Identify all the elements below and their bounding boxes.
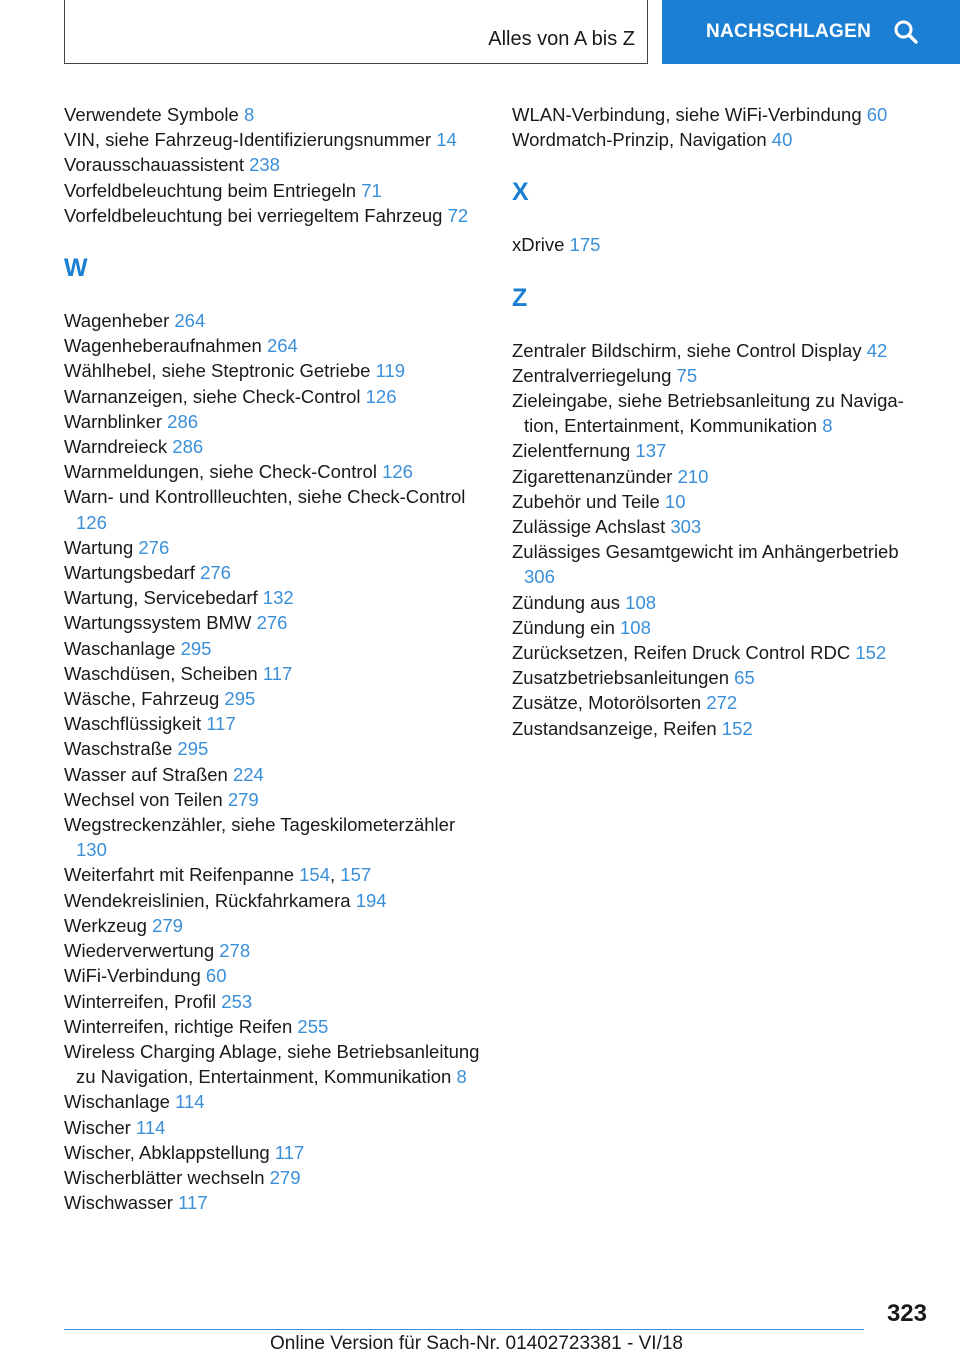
index-entry-term: Zigarettenanzünder — [512, 465, 673, 487]
index-entry — [64, 913, 484, 938]
index-entry-term: Vorfeldbeleuchtung beim Entriegeln — [64, 179, 357, 201]
page-link[interactable]: 238 — [249, 154, 280, 176]
index-entry — [64, 434, 484, 459]
index-entry-term: Winterreifen, Profil — [64, 990, 217, 1012]
page-link[interactable]: 117 — [178, 1192, 208, 1214]
page-link[interactable]: 65 — [734, 667, 755, 689]
index-entry-term: Warnanzeigen, siehe Check-Control — [64, 385, 361, 407]
index-entry-term: Wischer — [64, 1116, 131, 1138]
index-entry — [64, 333, 484, 358]
page-link[interactable]: 152 — [721, 717, 753, 739]
index-entry — [512, 716, 932, 741]
index-entry — [64, 963, 484, 988]
page-link[interactable]: 75 — [676, 364, 698, 386]
index-letter-heading: W — [64, 254, 88, 283]
index-entry — [64, 1165, 484, 1190]
index-entry-term: Warnblinker — [64, 410, 163, 432]
page-link[interactable]: 264 — [266, 335, 298, 357]
index-entry — [512, 590, 932, 615]
index-entry-term: Zulässige Achslast — [512, 516, 666, 538]
index-entry-term: VIN, siehe Fahrzeug-Identifizierungsnummer — [64, 129, 432, 151]
index-entry — [64, 661, 484, 686]
index-entry — [512, 514, 932, 539]
index-entry-term: Zulässiges Gesamtgewicht im Anhängerbetrieb — [512, 541, 899, 563]
index-entry-term: Zusätze, Motorölsorten — [512, 692, 702, 714]
index-entry — [64, 409, 484, 434]
page-link[interactable]: 286 — [172, 436, 204, 458]
index-entry-term: xDrive — [512, 234, 565, 256]
index-entry — [64, 711, 484, 736]
index-entry — [512, 539, 932, 589]
page-link[interactable]: 126 — [382, 461, 413, 483]
index-entry — [64, 535, 484, 560]
index-entry-term: Wählhebel, siehe Steptronic Getriebe — [64, 360, 371, 382]
page-link[interactable]: 224 — [232, 763, 264, 785]
page-link[interactable]: 253 — [221, 990, 253, 1012]
page-link[interactable]: 295 — [177, 738, 209, 760]
page-link[interactable]: 154 — [299, 864, 331, 886]
index-entry — [512, 102, 932, 127]
footer-version-text: Online Version für Sach-Nr. 01402723381 - VI/18 — [270, 1333, 683, 1354]
page-link[interactable]: 286 — [167, 410, 199, 432]
footer-divider — [64, 1329, 864, 1330]
index-entry — [64, 203, 484, 228]
page-link[interactable]: 108 — [625, 591, 657, 613]
index-entry — [512, 464, 932, 489]
index-entry — [64, 989, 484, 1014]
page-link[interactable]: 14 — [436, 129, 457, 151]
index-letter-heading: X — [512, 178, 529, 207]
index-entry — [64, 762, 484, 787]
nachschlagen-tab[interactable] — [662, 0, 960, 64]
page-link[interactable]: 306 — [524, 566, 555, 588]
index-entry-term: Wartung — [64, 536, 134, 558]
index-entry-term: Wischwasser — [64, 1192, 173, 1214]
index-entry: Weiterfahrt mit Reifenpanne 154, 157 — [64, 864, 372, 886]
page-link[interactable]: 152 — [855, 642, 887, 664]
page-link[interactable]: 10 — [664, 490, 686, 512]
page-link[interactable]: 279 — [227, 788, 259, 810]
index-entry — [512, 640, 932, 665]
index-entry — [64, 787, 484, 812]
index-entry — [64, 102, 484, 127]
index-entry-term: Wasser auf Straßen — [64, 763, 228, 785]
index-entry-term: Zündung aus — [512, 591, 621, 613]
index-entry-term: Zustandsanzeige, Reifen — [512, 717, 717, 739]
index-entry — [512, 438, 932, 463]
index-entry — [64, 1014, 484, 1039]
index-entry-term: Waschdüsen, Scheiben — [64, 662, 258, 684]
index-entry-term: Wartung, Servicebedarf — [64, 587, 258, 609]
page-link[interactable]: 117 — [262, 662, 293, 684]
index-entry — [64, 178, 484, 203]
index-entry — [512, 665, 932, 690]
page-link[interactable]: 264 — [174, 310, 206, 332]
index-entry-term: Warndreieck — [64, 436, 168, 458]
index-entry — [64, 585, 484, 610]
index-entry-term: Winterreifen, richtige Reifen — [64, 1015, 293, 1037]
index-entry — [64, 610, 484, 635]
index-entry — [64, 459, 484, 484]
page-link[interactable]: 117 — [206, 713, 236, 735]
page-link[interactable]: 130 — [76, 839, 107, 861]
page-link[interactable]: 119 — [375, 360, 406, 382]
page-link[interactable]: 72 — [447, 204, 469, 226]
index-entry — [64, 358, 484, 383]
page-link[interactable]: 42 — [866, 339, 888, 361]
index-entry-term: Warnmeldungen, siehe Check-Control — [64, 461, 377, 483]
page-link[interactable]: 126 — [76, 511, 107, 533]
index-entry-term: Wechsel von Teilen — [64, 788, 223, 810]
index-entry-term: Wartungsbedarf — [64, 562, 195, 584]
page-link[interactable]: 40 — [771, 129, 793, 151]
index-entry-term: Wireless Charging Ablage, siehe Betriebsanleitung zu Navigation, Entertainment, Kommunikation — [64, 1040, 480, 1088]
index-entry-term: Wegstreckenzähler, siehe Tageskilometerzähler — [64, 814, 456, 836]
index-entry-term: Zündung ein — [512, 616, 615, 638]
index-entry — [64, 636, 484, 661]
index-entry-term: Wischanlage — [64, 1091, 170, 1113]
index-entry-term: Wartungssystem BMW — [64, 612, 252, 634]
index-letter-heading: Z — [512, 283, 528, 312]
index-column-right — [512, 102, 932, 741]
page-link[interactable]: 255 — [297, 1015, 329, 1037]
index-entry-term: Wagenheber — [64, 310, 170, 332]
page-link[interactable]: 117 — [274, 1141, 305, 1163]
index-entry — [64, 1039, 484, 1089]
index-entry-term: Werkzeug — [64, 914, 147, 936]
index-entry-term: WLAN-Verbindung, siehe WiFi-Verbindung — [512, 104, 862, 125]
search-icon[interactable] — [893, 19, 919, 45]
index-entry-term: Zentraler Bildschirm, siehe Control Display — [512, 339, 862, 361]
page-link[interactable]: 276 — [200, 562, 231, 584]
page-link[interactable]: 276 — [138, 536, 170, 558]
index-entry — [64, 736, 484, 761]
index-entry-term: Wendekreislinien, Rückfahrkamera — [64, 889, 351, 911]
page-link[interactable]: 279 — [269, 1166, 301, 1188]
index-entry — [512, 388, 932, 438]
index-entry — [512, 127, 932, 152]
page-link[interactable]: 295 — [224, 688, 256, 710]
index-entry — [64, 938, 484, 963]
page-link[interactable]: 8 — [822, 415, 833, 437]
index-entry — [64, 127, 484, 152]
index-entry-term: Vorfeldbeleuchtung bei verriegeltem Fahrzeug — [64, 204, 443, 226]
index-entry — [64, 686, 484, 711]
index-entry — [64, 1190, 484, 1215]
header-title-box — [64, 0, 648, 64]
index-entry — [512, 232, 932, 257]
index-entry — [64, 888, 484, 913]
page-link[interactable]: 279 — [152, 914, 183, 936]
index-entry-term: Zieleingabe, siehe Betriebsanleitung zu Navigation, Entertainment, Kommunikation — [512, 390, 904, 437]
page-link[interactable]: 8 — [243, 104, 255, 125]
page-link[interactable]: 295 — [180, 637, 212, 659]
header-title: Alles von A bis Z — [488, 28, 635, 50]
index-entry — [512, 489, 932, 514]
index-entry-term: WiFi-Verbindung — [64, 965, 201, 987]
page-link[interactable]: 108 — [620, 616, 651, 638]
index-entry-term: Zurücksetzen, Reifen Druck Control RDC — [512, 642, 851, 664]
page-link[interactable]: 303 — [670, 516, 702, 538]
index-entry-term: Wiederverwertung — [64, 940, 215, 962]
index-entry-term: Wordmatch-Prinzip, Navigation — [512, 129, 767, 151]
index-entry-term: Waschstraße — [64, 738, 173, 760]
page-link[interactable]: 175 — [569, 234, 601, 256]
page-link[interactable]: 60 — [205, 965, 227, 987]
page-link[interactable]: 132 — [262, 587, 294, 609]
page-link[interactable]: 71 — [361, 179, 382, 201]
index-entry-term: Zusatzbetriebsanleitungen — [512, 667, 730, 689]
index-entry — [64, 1115, 484, 1140]
index-entry — [64, 152, 484, 177]
index-entry — [512, 363, 932, 388]
index-entry — [512, 690, 932, 715]
index-entry — [64, 1089, 484, 1114]
index-entry — [512, 338, 932, 363]
page-link[interactable]: 194 — [355, 889, 387, 911]
index-entry-term: Zubehör und Teile — [512, 490, 660, 512]
page-link[interactable]: 126 — [365, 385, 397, 407]
page-link[interactable]: 272 — [706, 692, 738, 714]
page-link[interactable]: 276 — [256, 612, 288, 634]
index-entry-term: Waschflüssigkeit — [64, 713, 202, 735]
index-entry-term: Zielentfernung — [512, 440, 631, 462]
index-entry-term: Vorausschauassistent — [64, 154, 244, 176]
index-entry-term: Wagenheberaufnahmen — [64, 335, 262, 357]
index-entry-term: Zentralverriegelung — [512, 364, 672, 386]
index-entry-term: Verwendete Symbole — [64, 104, 239, 125]
page-link[interactable]: 278 — [219, 940, 251, 962]
index-entry — [64, 384, 484, 409]
nachschlagen-tab-label: NACHSCHLAGEN — [706, 21, 872, 42]
page-link[interactable]: 60 — [866, 104, 888, 125]
index-entry-term: Warn- und Kontrollleuchten, siehe Check-Control — [64, 486, 466, 508]
index-entry-term: Wäsche, Fahrzeug — [64, 688, 220, 710]
page-link[interactable]: 210 — [677, 465, 709, 487]
page-link[interactable]: 114 — [175, 1091, 205, 1113]
index-entry-term: Wischerblätter wechseln — [64, 1166, 265, 1188]
page-link[interactable]: 157 — [340, 864, 372, 886]
index-entry — [64, 484, 484, 534]
page-link[interactable]: 137 — [635, 440, 667, 462]
index-entry — [512, 615, 932, 640]
page-link[interactable]: 8 — [456, 1066, 467, 1088]
index-entry — [64, 308, 484, 333]
index-entry — [64, 560, 484, 585]
index-entry — [64, 1140, 484, 1165]
index-column-left — [64, 102, 484, 1215]
page-number: 323 — [886, 1300, 927, 1327]
index-entry-term: Weiterfahrt mit Reifenpanne — [64, 864, 294, 886]
index-entry-term: Wischer, Abklappstellung — [64, 1141, 270, 1163]
index-entry — [64, 812, 484, 862]
index-entry-term: Waschanlage — [64, 637, 176, 659]
page-link[interactable]: 114 — [135, 1116, 166, 1138]
